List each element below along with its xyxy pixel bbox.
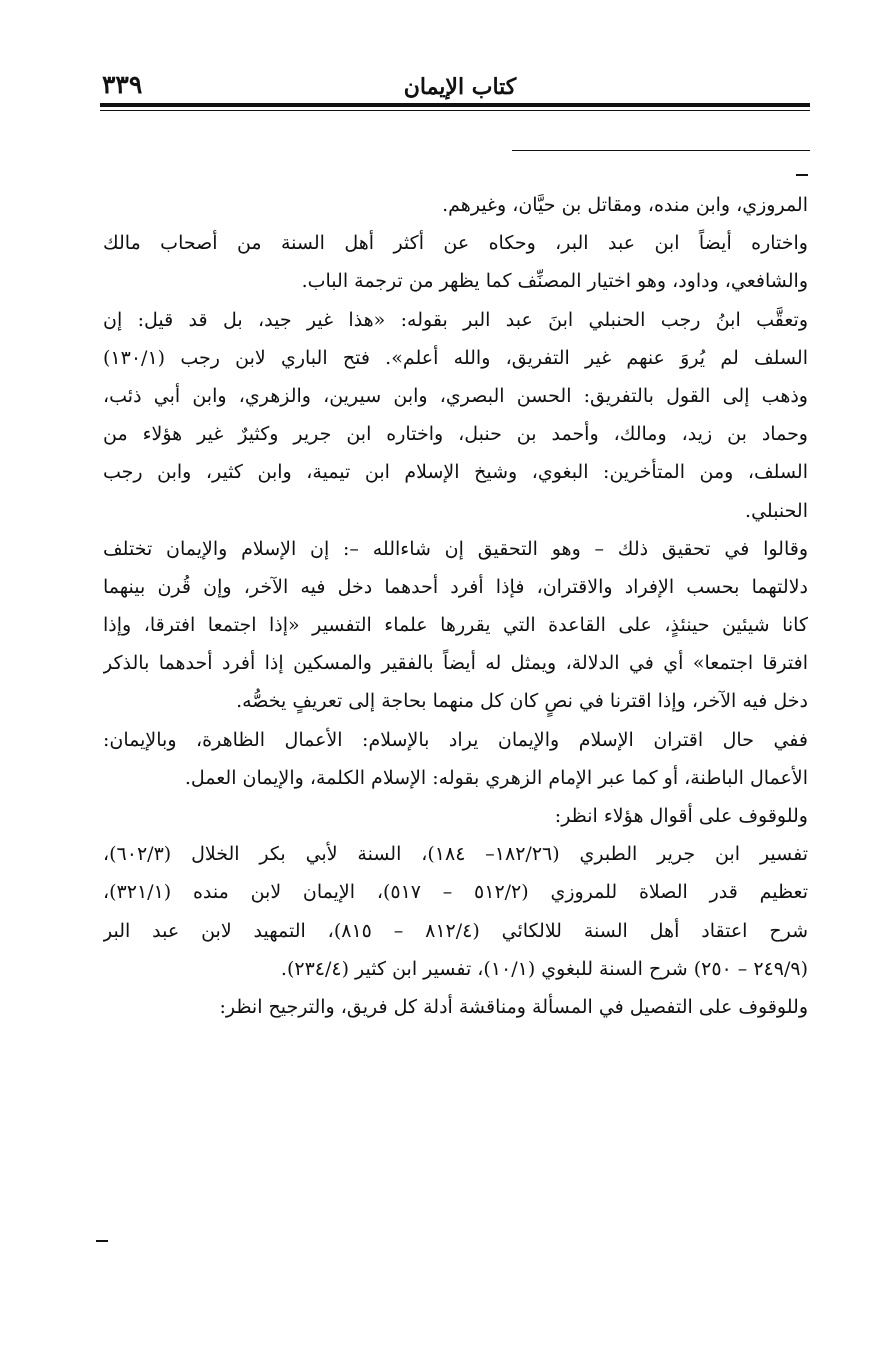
text-line: والشافعي، وداود، وهو اختيار المصنِّف كما يظهر من ترجمة الباب. <box>301 270 808 293</box>
page-number: ٣٣٩ <box>102 70 143 99</box>
continuation-mark-top <box>796 174 808 176</box>
text-line: وذهب إلى القول بالتفريق: الحسن البصري، وابن سيرين، والزهري، وابن أبي ذئب، <box>103 384 808 407</box>
text-line: وتعقَّب ابنُ رجب الحنبلي ابنَ عبد البر بقوله: «هذا غير جيد، بل قد قيل: إن <box>103 308 808 331</box>
text-line: ففي حال اقتران الإسلام والإيمان يراد بالإسلام: الأعمال الظاهرة، وبالإيمان: <box>103 728 808 751</box>
header-rule-thin <box>100 110 810 111</box>
footnote-text <box>103 186 808 1026</box>
text-line: وقالوا في تحقيق ذلك – وهو التحقيق إن شاءالله –: إن الإسلام والإيمان تختلف <box>103 537 808 560</box>
text-line: (٢٤٩/٩ – ٢٥٠) شرح السنة للبغوي (١٠/١)، تفسير ابن كثير (٢٣٤/٤). <box>280 957 808 980</box>
text-line: تعظيم قدر الصلاة للمروزي (٥١٢/٢ – ٥١٧)، الإيمان لابن منده (٣٢١/١)، <box>103 881 808 904</box>
text-line: كانا شيئين حينئذٍ، على القاعدة التي يقررها علماء التفسير «إذا اجتمعا افترقا، وإذا <box>103 614 808 637</box>
text-line: السلف، ومن المتأخرين: البغوي، وشيخ الإسلام ابن تيمية، وابن كثير، وابن رجب <box>103 461 808 484</box>
text-line: واختاره أيضاً ابن عبد البر، وحكاه عن أكثر أهل السنة من أصحاب مالك <box>103 232 808 255</box>
text-line: السلف لم يُروَ عنهم غير التفريق، والله أعلم». فتح الباري لابن رجب (١٣٠/١) <box>103 346 808 369</box>
text-line: تفسير ابن جرير الطبري (١٨٢/٢٦– ١٨٤)، السنة لأبي بكر الخلال (٦٠٢/٣)، <box>103 843 808 866</box>
text-line: وللوقوف على أقوال هؤلاء انظر: <box>554 805 808 827</box>
continuation-mark-bottom <box>96 1240 108 1242</box>
text-line: شرح اعتقاد أهل السنة للالكائي (٨١٢/٤ – ٨١٥)، التمهيد لابن عبد البر <box>103 919 808 942</box>
footnote-separator <box>512 150 810 151</box>
text-line: دخل فيه الآخر، وإذا اقترنا في نصٍ كان كل منهما بحاجة إلى تعريفٍ يخصُّه. <box>236 690 808 713</box>
running-title: كتاب الإيمان <box>403 74 517 100</box>
text-line: الحنبلي. <box>745 499 808 522</box>
text-line: الأعمال الباطنة، أو كما عبر الإمام الزهري بقوله: الإسلام الكلمة، والإيمان العمل. <box>184 766 808 789</box>
text-line: دلالتهما بحسب الإفراد والاقتران، فإذا أفرد أحدهما دخل فيه الآخر، وإن قُرن بينهما <box>103 575 808 598</box>
text-line: المروزي، وابن منده، ومقاتل بن حيَّان، وغيرهم. <box>442 194 808 216</box>
text-line: افترقا اجتمعا» أي في الدلالة، ويمثل له أيضاً بالفقير والمسكين إذا أفرد أحدهما بالذكر <box>103 652 808 675</box>
header-rule-thick <box>100 103 810 107</box>
text-line: وللوقوف على التفصيل في المسألة ومناقشة أدلة كل فريق، والترجيح انظر: <box>219 995 808 1018</box>
text-line: وحماد بن زيد، ومالك، وأحمد بن حنبل، واختاره ابن جرير وكثيرٌ غير هؤلاء من <box>103 423 808 446</box>
